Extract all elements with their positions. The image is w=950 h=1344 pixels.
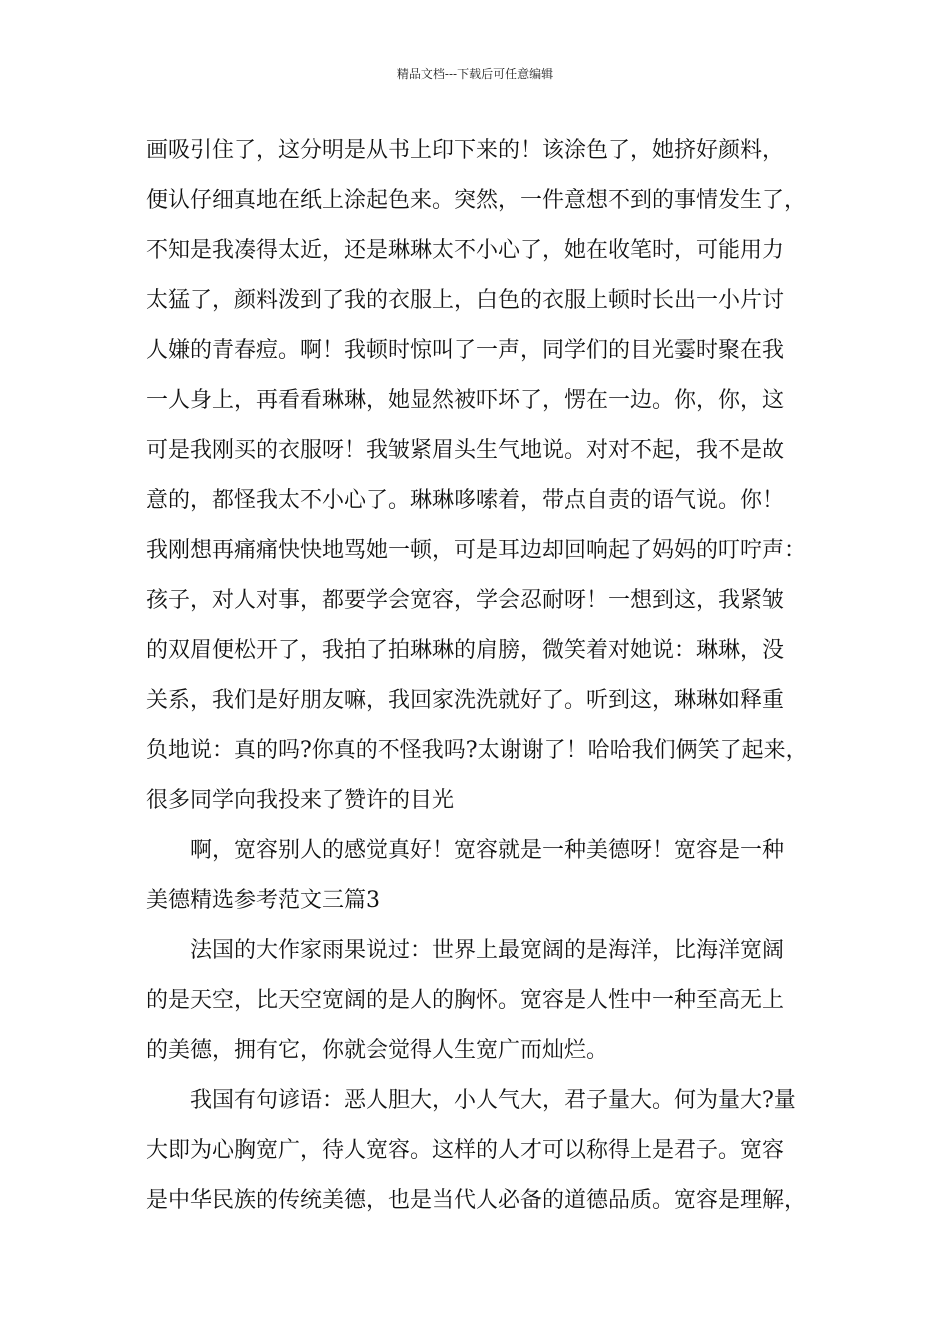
text-line: 关系，我们是好朋友嘛，我回家洗洗就好了。听到这，琳琳如释重 bbox=[146, 688, 785, 713]
text-line: 负地说：真的吗?你真的不怪我吗?太谢谢了！哈哈我们俩笑了起来， bbox=[146, 738, 808, 763]
page-header: 精品文档---下载后可任意编辑 bbox=[396, 67, 554, 81]
text-line-indented: 我国有句谚语：恶人胆大，小人气大，君子量大。何为量大?量 bbox=[190, 1088, 796, 1113]
text-line: 太猛了，颜料泼到了我的衣服上，白色的衣服上顿时长出一小片讨 bbox=[146, 288, 785, 313]
text-line: 的是天空，比天空宽阔的是人的胸怀。宽容是人性中一种至高无上 bbox=[146, 988, 785, 1013]
text-line-indented: 法国的大作家雨果说过：世界上最宽阔的是海洋，比海洋宽阔 bbox=[190, 938, 785, 963]
text-line: 意的，都怪我太不小心了。琳琳哆嗦着，带点自责的语气说。你！ bbox=[146, 488, 785, 513]
text-line: 是中华民族的传统美德，也是当代人必备的道德品质。宽容是理解， bbox=[146, 1188, 807, 1213]
section-title: 美德精选参考范文三篇3 bbox=[146, 888, 380, 913]
text-line: 大即为心胸宽广，待人宽容。这样的人才可以称得上是君子。宽容 bbox=[146, 1138, 785, 1163]
text-line: 可是我刚买的衣服呀！我皱紧眉头生气地说。对对不起，我不是故 bbox=[146, 438, 785, 463]
text-line: 的双眉便松开了，我拍了拍琳琳的肩膀，微笑着对她说：琳琳，没 bbox=[146, 638, 785, 663]
text-line: 很多同学向我投来了赞许的目光 bbox=[146, 788, 455, 813]
text-line-indented: 啊，宽容别人的感觉真好！宽容就是一种美德呀！宽容是一种 bbox=[190, 838, 785, 863]
text-line: 的美德，拥有它，你就会觉得人生宽广而灿烂。 bbox=[146, 1038, 609, 1063]
text-line: 人嫌的青春痘。啊！我顿时惊叫了一声，同学们的目光霎时聚在我 bbox=[146, 338, 785, 363]
text-line: 一人身上，再看看琳琳，她显然被吓坏了，愣在一边。你，你，这 bbox=[146, 388, 785, 413]
text-line: 我刚想再痛痛快快地骂她一顿，可是耳边却回响起了妈妈的叮咛声： bbox=[146, 538, 807, 563]
text-line: 便认仔细真地在纸上涂起色来。突然，一件意想不到的事情发生了， bbox=[146, 188, 807, 213]
text-line: 孩子，对人对事，都要学会宽容，学会忍耐呀！一想到这，我紧皱 bbox=[146, 588, 785, 613]
document-body bbox=[146, 131, 826, 1231]
text-line: 画吸引住了，这分明是从书上印下来的！该涂色了，她挤好颜料， bbox=[146, 138, 785, 163]
text-line: 不知是我凑得太近，还是琳琳太不小心了，她在收笔时，可能用力 bbox=[146, 238, 785, 263]
